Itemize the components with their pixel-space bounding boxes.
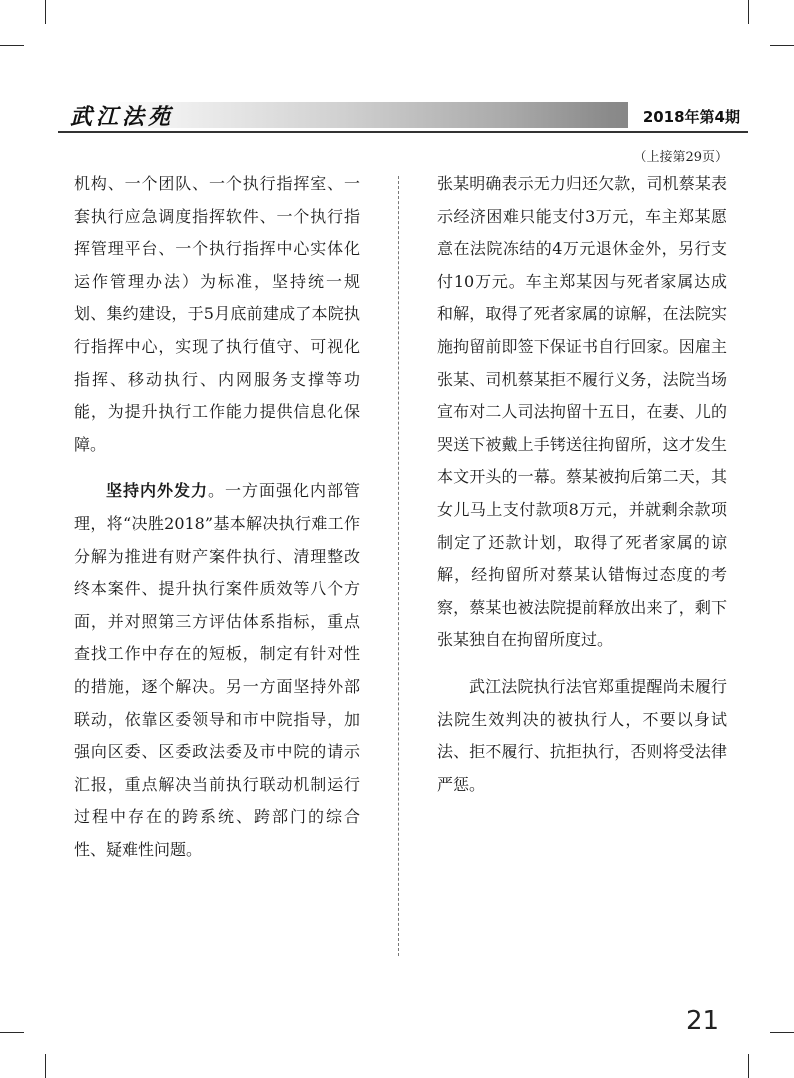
paragraph: 张某明确表示无力归还欠款，司机蔡某表示经济困难只能支付3万元，车主郑某愿意在法院冻结的4万元退休金外，另行支付10万元。车主郑某因与死者家属达成和解，取得了死者家属的谅解，在法院实施拘留前即签下保证书自行回家。因雇主张某、司机蔡某拒不履行义务，法院当场宣布对二人司法拘留十五日，在妻、儿的哭送下被戴上手铐送往拘留所，这才发生本文开头的一幕。蔡某被拘后第二天，其女儿马上支付款项8万元，并就剩余款项制定了还款计划，取得了死者家属的谅解，经拘留所对蔡某认错悔过态度的考察，蔡某也被法院提前释放出来了，剩下张某独自在拘留所度过。 — [437, 174, 727, 650]
paragraph-lead: 坚持内外发力 — [106, 481, 208, 501]
continued-note: （上接第29页） — [633, 150, 728, 165]
journal-title: 武江法苑 — [70, 105, 175, 130]
crop-mark — [45, 1054, 46, 1078]
crop-mark — [748, 1054, 749, 1078]
page-number: 21 — [686, 1006, 720, 1036]
right-column — [437, 168, 727, 801]
crop-mark — [748, 0, 749, 24]
crop-mark — [0, 45, 24, 46]
column-divider — [398, 176, 399, 956]
paragraph-body: 。一方面强化内部管理，将“决胜2018”基本解决执行难工作分解为推进有财产案件执行、清理整改终本案件、提升执行案件质效等八个方面，并对照第三方评估体系指标，重点查找工作中存在的短板，制定有针对性的措施，逐个解决。另一方面坚持外部联动，依靠区委领导和市中院指导，加强向区委、区委政法委及市中院的请示汇报，重点解决当前执行联动机制运行过程中存在的跨系统、跨部门的综合性、疑难性问题。 — [74, 481, 360, 859]
header-rule — [58, 131, 748, 133]
crop-mark — [45, 0, 46, 24]
paragraph — [74, 475, 360, 866]
page-header — [58, 96, 748, 134]
crop-mark — [770, 45, 794, 46]
paragraph: 机构、一个团队、一个执行指挥室、一套执行应急调度指挥软件、一个执行指挥管理平台、一个执行指挥中心实体化运作管理办法）为标准，坚持统一规划、集约建设，于5月底前建成了本院执行指挥中心，实现了执行值守、可视化指挥、移动执行、内网服务支撑等功能，为提升执行工作能力提供信息化保障。 — [74, 174, 360, 454]
crop-mark — [770, 1032, 794, 1033]
crop-mark — [0, 1032, 24, 1033]
issue-label: 2018年第4期 — [642, 108, 740, 126]
paragraph: 武江法院执行法官郑重提醒尚未履行法院生效判决的被执行人，不要以身试法、拒不履行、抗拒执行，否则将受法律严惩。 — [437, 676, 727, 794]
left-column — [74, 168, 360, 866]
